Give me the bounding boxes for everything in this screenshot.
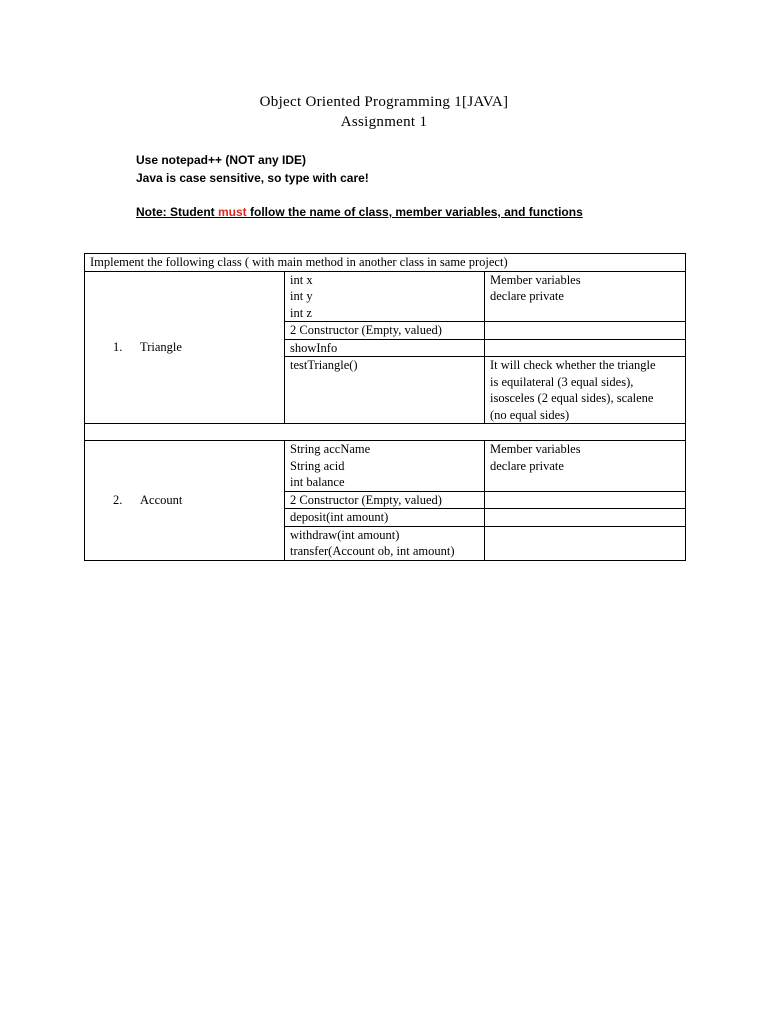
instruction-case: Java is case sensitive, so type with care!: [136, 171, 369, 185]
note-line: Member variables: [490, 272, 581, 287]
empty-cell: [485, 322, 686, 340]
note-line: (no equal sides): [490, 407, 570, 422]
table-header: Implement the following class ( with main method in another class in same project): [85, 254, 686, 272]
triangle-var: int x: [290, 272, 313, 287]
spacer-cell: [85, 424, 686, 441]
account-vars-row: [85, 441, 686, 492]
account-vars-cell: [285, 441, 485, 492]
note-suffix: follow the name of class, member variables, and functions: [246, 205, 583, 219]
triangle-class-cell: [85, 271, 285, 424]
triangle-constructor: 2 Constructor (Empty, valued): [285, 322, 485, 340]
requirements-table: [84, 253, 686, 561]
account-vars-note: [485, 441, 686, 492]
table-header-row: [85, 254, 686, 272]
note-line: It will check whether the triangle: [490, 358, 656, 372]
document-title: Object Oriented Programming 1[JAVA]: [259, 94, 509, 110]
triangle-showinfo: showInfo: [285, 339, 485, 357]
note-line: declare private: [490, 289, 564, 303]
triangle-var: int z: [290, 305, 312, 320]
account-var: String accName: [290, 442, 371, 456]
triangle-vars-cell: [285, 271, 485, 322]
triangle-name: Triangle: [140, 340, 182, 354]
spacer-row: [85, 424, 686, 441]
account-class-cell: [85, 441, 285, 561]
note-line: declare private: [490, 458, 564, 473]
empty-cell: [485, 509, 686, 527]
account-name: Account: [140, 493, 183, 507]
account-deposit: deposit(int amount): [285, 509, 485, 527]
account-var: int balance: [290, 475, 345, 489]
document-subtitle: Assignment 1: [340, 114, 428, 130]
instruction-editor: Use notepad++ (NOT any IDE): [136, 153, 307, 167]
triangle-number: 1.: [113, 340, 123, 354]
note-line: Member variables: [490, 442, 581, 456]
triangle-vars-note: [485, 271, 686, 322]
empty-cell: [485, 339, 686, 357]
account-methods-cell: [285, 526, 485, 560]
account-method: transfer(Account ob, int amount): [290, 544, 455, 558]
account-var: String acid: [290, 458, 345, 473]
triangle-test: testTriangle(): [285, 357, 485, 424]
triangle-var: int y: [290, 289, 313, 303]
account-constructor: 2 Constructor (Empty, valued): [285, 491, 485, 509]
note-prefix: Note: Student: [136, 205, 218, 219]
instruction-note: [136, 205, 583, 219]
empty-cell: [485, 491, 686, 509]
note-line: isosceles (2 equal sides), scalene: [490, 391, 654, 405]
note-line: is equilateral (3 equal sides),: [490, 374, 634, 389]
triangle-test-note: [485, 357, 686, 424]
account-number: 2.: [113, 493, 123, 507]
triangle-vars-row: [85, 271, 686, 322]
note-emphasis: must: [218, 205, 247, 219]
empty-cell: [485, 526, 686, 560]
account-method: withdraw(int amount): [290, 527, 400, 542]
